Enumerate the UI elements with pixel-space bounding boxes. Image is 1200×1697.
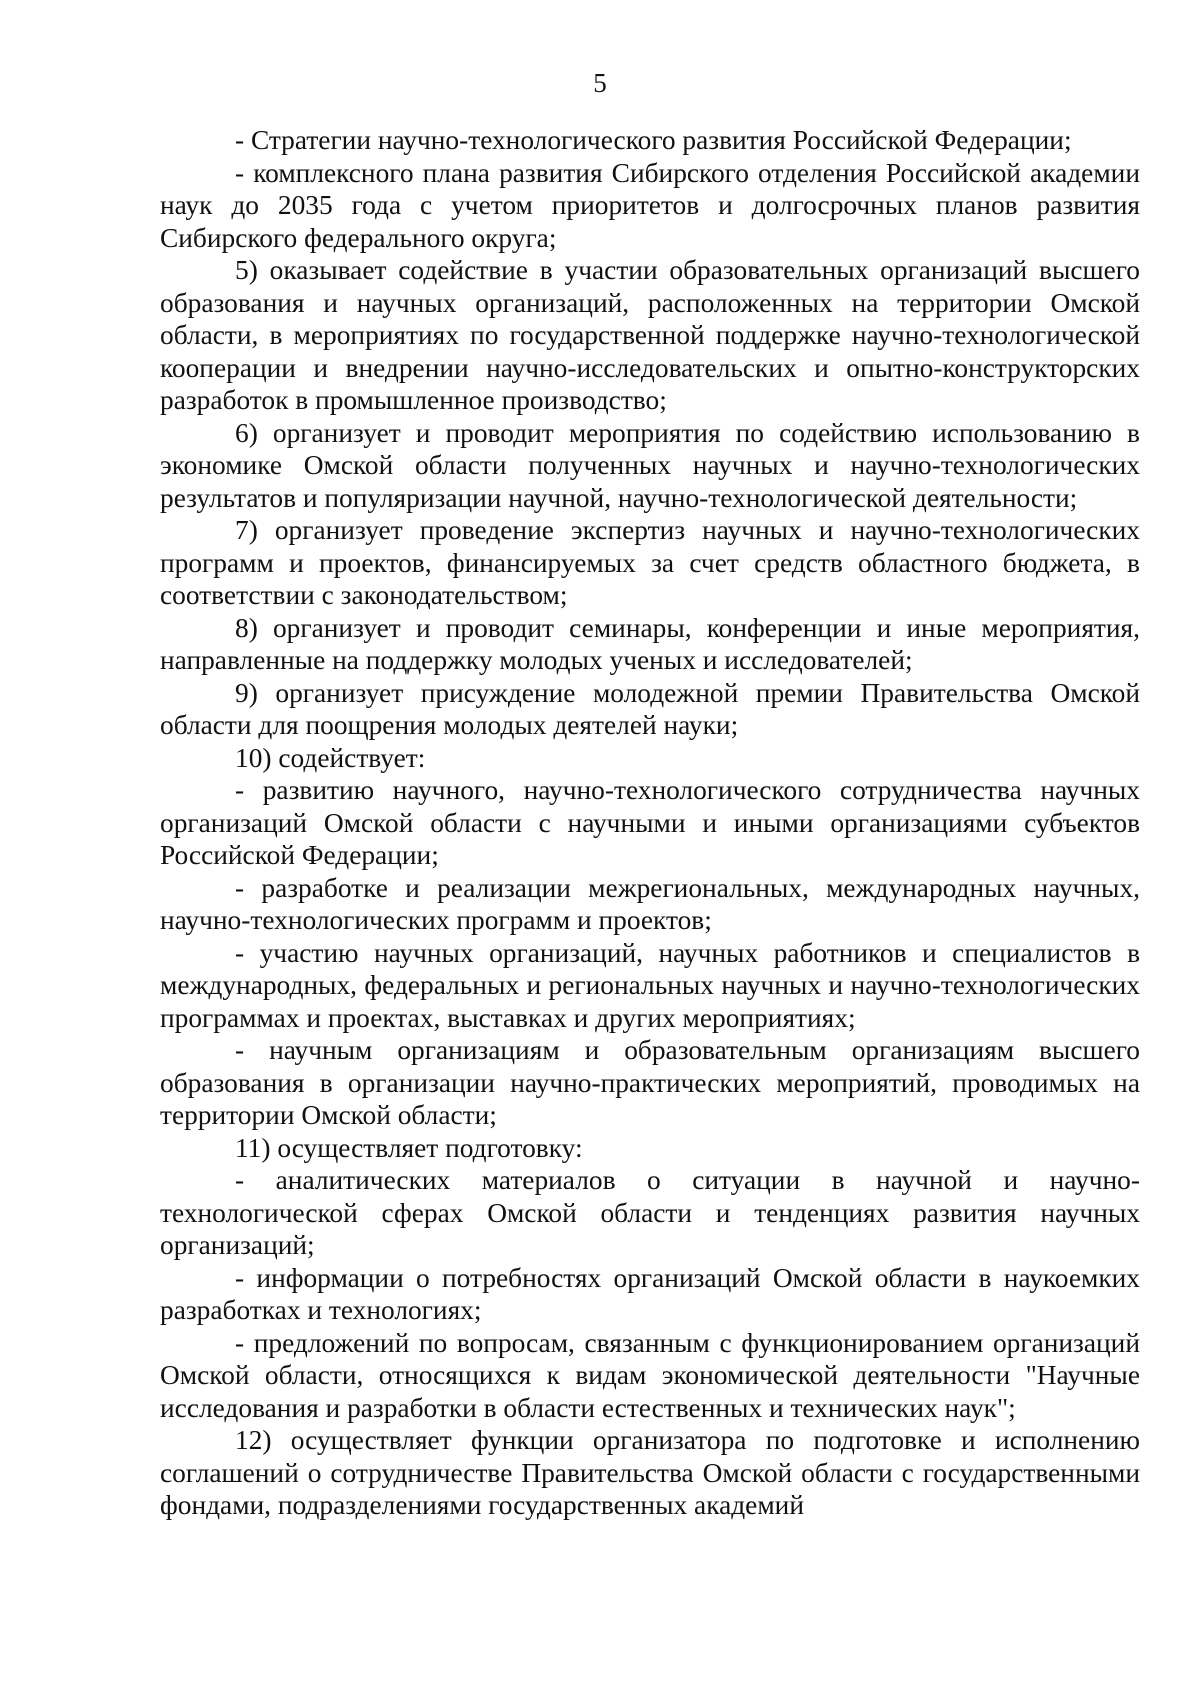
clause-12: 12) осуществляет функции организатора по подготовке и исполнению соглашений о сотрудничестве Правительства Омской области с государственными фондами, подразделениями государственных академий [160, 1425, 1140, 1520]
list-item-strategy: - Стратегии научно-технологического развития Российской Федерации; [235, 125, 1072, 155]
list-item-cooperation: - развитию научного, научно-технологического сотрудничества научных организаций Омской области с научными и иными организациями субъектов Российской Федерации; [160, 775, 1140, 870]
clause-10: 10) содействует: [235, 742, 426, 773]
page-number: 5 [593, 68, 607, 98]
list-item-events: - научным организациям и образовательным организациям высшего образования в организации научно-практических мероприятий, проводимых на территории Омской области; [160, 1035, 1140, 1130]
list-item-complex-plan: - комплексного плана развития Сибирского отделения Российской академии наук до 2035 года с учетом приоритетов и долгосрочных планов развития Сибирского федерального округа; [160, 157, 1140, 253]
document-body [160, 124, 1140, 1522]
list-item-analytics: - аналитических материалов о ситуации в научной и научно-технологической сферах Омской области и тенденциях развития научных организаций; [160, 1165, 1140, 1260]
clause-7: 7) организует проведение экспертиз научных и научно-технологических программ и проектов, финансируемых за счет средств областного бюджета, в соответствии с законодательством; [160, 515, 1140, 610]
list-item-programs: - разработке и реализации межрегиональных, международных научных, научно-технологических программ и проектов; [160, 872, 1140, 935]
clause-6: 6) организует и проводит мероприятия по содействию использованию в экономике Омской области полученных научных и научно-технологических результатов и популяризации научной, научно-технологической деятельности; [160, 417, 1140, 513]
list-item-information: - информации о потребностях организаций Омской области в наукоемких разработках и технологиях; [160, 1262, 1140, 1325]
clause-5: 5) оказывает содействие в участии образовательных организаций высшего образования и научных организаций, расположенных на территории Омской области, в мероприятиях по государственной поддержке научно-технологической кооперации и внедрении научно-исследовательских и опытно-конструкторских разработок в промышленное производство; [160, 255, 1140, 415]
clause-11: 11) осуществляет подготовку: [235, 1132, 583, 1163]
clause-9: 9) организует присуждение молодежной премии Правительства Омской области для поощрения молодых деятелей науки; [160, 677, 1140, 740]
clause-8: 8) организует и проводит семинары, конференции и иные мероприятия, направленные на поддержку молодых ученых и исследователей; [160, 612, 1140, 675]
list-item-proposals: - предложений по вопросам, связанным с функционированием организаций Омской области, относящихся к видам экономической деятельности "Научные исследования и разработки в области естественных и технических наук"; [160, 1327, 1140, 1423]
list-item-participation: - участию научных организаций, научных работников и специалистов в международных, федеральных и региональных научных и научно-технологических программах и проектах, выставках и других мероприятиях; [160, 937, 1140, 1033]
